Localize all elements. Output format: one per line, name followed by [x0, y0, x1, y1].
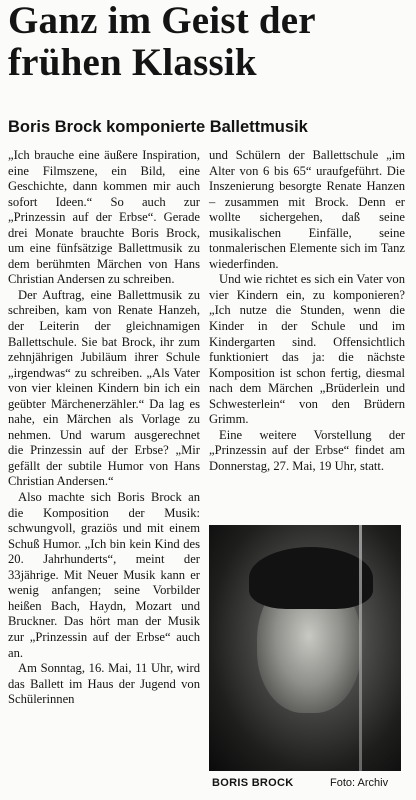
subheadline: Boris Brock komponierte Ballettmusik	[8, 118, 308, 136]
article-paragraph: Eine weitere Vorstellung der „Prinzessin auf der Erbse“ findet am Donnerstag, 27. Mai, 19 Uhr, statt.	[209, 427, 405, 473]
article-paragraph: Am Sonntag, 16. Mai, 11 Uhr, wird das Ballett im Haus der Jugend von Schülerinnen	[8, 661, 200, 707]
article-column-left	[8, 148, 200, 708]
paper-crease	[359, 525, 362, 771]
portrait-hair	[249, 547, 373, 609]
article-paragraph: Der Auftrag, eine Ballettmusik zu schreiben, kam von Renate Hanzeh, der Leiterin der gleichnamigen Ballettschule. Sie bat Brock, ihr zum zehnjährigen Jubiläum ihrer Schule „irgendwas“ zu schreiben. „Als Vater von vier kleinen Kindern bin ich ein geübter Märchenerzähler.“ Da lag es nahe, ein Märchen als Vorlage zu nehmen. Und warum ausgerechnet die Prinzessin auf der Erbse? „Mir gefällt der subtile Humor von Hans Christian Andersen.“	[8, 287, 200, 489]
article-paragraph: „Ich brauche eine äußere Inspiration, eine Filmszene, ein Bild, eine Geschichte, dann kommen mir auch sofort Ideen.“ So auch zur „Prinzessin auf der Erbse“. Gerade drei Monate brauchte Boris Brock, um eine fünfsätzige Ballettmusik zu dem berühmten Märchen von Hans Christian Andersen zu schreiben.	[8, 148, 200, 287]
portrait-photo	[209, 525, 401, 771]
article-paragraph: Also machte sich Boris Brock an die Komposition der Musik: schwungvoll, graziös und mit einem Schuß Humor. „Ich bin kein Kind des 20. Jahrhunderts“, meint der 33jährige. Mit Neuer Musik kann er wenig anfangen; seine Vorbilder heißen Bach, Haydn, Mozart und Bruckner. Das hört man der Musik zur „Prinzessin auf der Erbse“ auch an.	[8, 490, 200, 660]
headline: Ganz im Geist der frühen Klassik	[8, 0, 316, 84]
photo-caption-name: BORIS BROCK	[212, 777, 294, 789]
photo-caption-credit: Foto: Archiv	[330, 777, 389, 789]
article-column-right	[209, 148, 405, 474]
article-paragraph: und Schülern der Ballettschule „im Alter von 6 bis 65“ uraufgeführt. Die Inszenierung besorgte Renate Hanzen – zusammen mit Brock. Denn er wollte sichergehen, daß seine musikalischen Einfälle, seine tonmalerischen Elemente sich im Tanz wiederfinden.	[209, 148, 405, 271]
article-paragraph: Und wie richtet es sich ein Vater von vier Kindern ein, zu komponieren? „Ich nutze die Stunden, wenn die Kinder in der Schule und im Kindergarten sind. Offensichtlich funktioniert das ja: die nächste Komposition ist schon fertig, diesmal nach dem Märchen „Brüderlein und Schwesterlein“ von den Brüdern Grimm.	[209, 272, 405, 427]
